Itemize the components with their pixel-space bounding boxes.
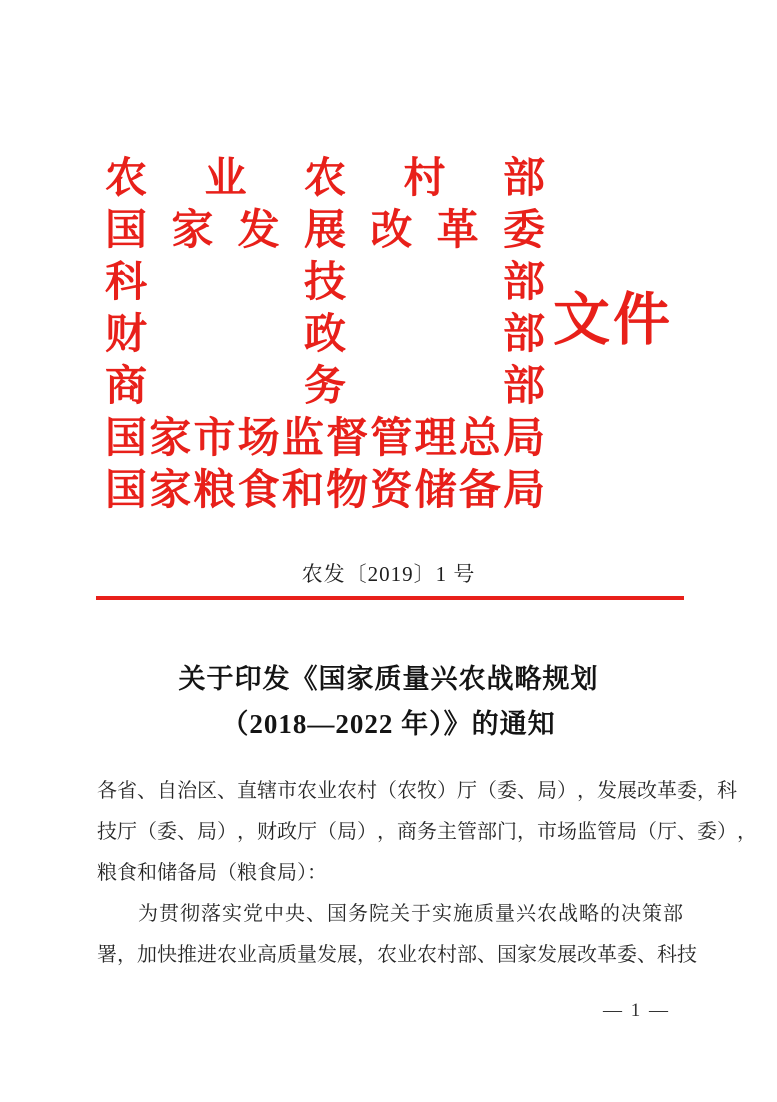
doc-number: 农发〔2019〕1 号 [301,562,476,586]
document-body [97,771,757,976]
recipients-line-1: 各 省 、 自 治 区 、 直 辖 市 农 业 农 村 （ 农 牧 ） 厅 （ 委 、 局 ） ， 发 展 改 革 委 ， 科 [97,780,737,802]
letterhead [105,153,545,517]
title-line-1: 关于印发《国家质量兴农战略规划 [178,664,599,694]
page-number: — 1 — [603,1000,670,1021]
agency-line-2: 国 家 发 展 改 革 委 [105,208,545,254]
agency-line-7: 国 家 粮 食 和 物 资 储 备 局 [105,468,545,514]
recipients-line-3: 粮食和储备局（粮食局）： [97,862,327,884]
paragraph-line-1: 为 贯 彻 落 实 党 中 央 、 国 务 院 关 于 实 施 质 量 兴 农 战 略 的 决 策 部 [138,903,683,925]
recipients-line-2: 技 厅 （ 委 、 局 ） ， 财 政 厅 （ 局 ） ， 商 务 主 管 部 门 ， 市 场 监 管 局 （ 厅 、 委 ） ， [97,821,757,843]
paragraph-line-2: 署 ， 加 快 推 进 农 业 高 质 量 发 展 ， 农 业 农 村 部 、 国 家 发 展 改 革 委 、 科 技 [97,944,697,966]
opening-paragraph [97,894,697,976]
agency-line-6: 国 家 市 场 监 督 管 理 总 局 [105,416,545,462]
title-line-2: （2018—2022 年）》的通知 [221,709,556,739]
agency-line-3: 科 技 部 [105,260,545,306]
red-divider-line [96,596,684,600]
agency-line-1: 农 业 农 村 部 [105,156,545,202]
recipients-paragraph [97,771,757,894]
agency-line-5: 商 务 部 [105,364,545,410]
agency-line-4: 财 政 部 [105,312,545,358]
document-title [0,657,777,747]
doc-type-label: 文件 [553,289,673,352]
